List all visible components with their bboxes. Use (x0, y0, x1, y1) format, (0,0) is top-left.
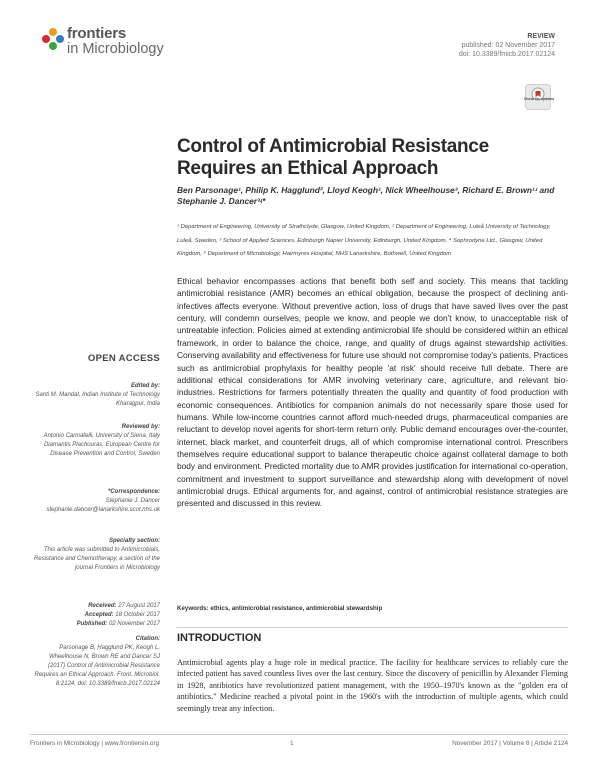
correspondence-value[interactable]: Stephanie J. Dancer stephanie.dancer@lanarkshire.scot.nhs.uk (46, 498, 160, 513)
author-list[interactable]: Ben Parsonage¹, Philip K. Hagglund², Lloyd Keogh¹, Nick Wheelhouse³, Richard E. Brown¹ʴ and Stephanie J. Dancer³ʵ* (177, 185, 555, 206)
citation-block (30, 635, 160, 689)
published-label: Published: (76, 621, 108, 627)
accepted-label: Accepted: (84, 612, 114, 618)
edited-by-label: Edited by: (130, 383, 160, 389)
correspondence-label: *Correspondence: (107, 489, 160, 495)
citation-label: Citation: (135, 636, 160, 642)
reviewed-by-block (30, 423, 160, 459)
page-number: 1 (290, 740, 294, 747)
frontiers-logo-icon (40, 28, 66, 54)
keywords (177, 604, 568, 613)
check-for-updates-label: Check for updates (523, 97, 555, 101)
specialty-value: This article was submitted to Antimicrobials, Resistance and Chemotherapy, a section of the journal Frontiers in Microbiology (34, 547, 160, 571)
received-value: 27 August 2017 (118, 603, 160, 609)
edited-by-value[interactable]: Santi M. Mandal, Indian Institute of Technology Kharagpur, India (35, 392, 160, 407)
accepted-value: 18 October 2017 (115, 612, 160, 618)
article-title: Control of Antimicrobial Resistance Requires an Ethical Approach (177, 136, 489, 179)
article-meta (459, 32, 555, 59)
published-value: 02 November 2017 (108, 621, 160, 627)
published-date: published: 02 November 2017 (461, 42, 555, 49)
introduction-text: Antimicrobial agents play a huge role in medical practice. The facility for healthcare services to reliably cure the infected patient has saved countless lives over the last century. Since the discovery of penicillin by Alexander Fleming in 1928, antibiotics have revolutionized patient management, with the 1950–1970's known as the "golden era of antibiotics." Medicine reached a pivotal point in the 1960's with the introduction of multiple agents, which could seemingly treat any infection. (177, 658, 568, 713)
brand-name: frontiers (67, 25, 127, 42)
keywords-value: ethics, antimicrobial resistance, antimicrobial stewardship (210, 605, 383, 612)
journal-name: in Microbiology (67, 41, 164, 57)
specialty-block (30, 537, 160, 573)
introduction-heading: INTRODUCTION (177, 632, 262, 644)
specialty-label: Specialty section: (108, 538, 160, 544)
citation-value: Parsonage B, Hagglund PK, Keogh L, Wheelhouse N, Brown RE and Dancer SJ (2017) Control of Antimicrobial Resistance Requires an Ethical Approach. Front. Microbiol. 8:2124. doi: 10.3389/fmicb.2017.02124 (34, 645, 160, 687)
footer-divider (30, 734, 568, 735)
doi-link[interactable]: doi: 10.3389/fmicb.2017.02124 (458, 51, 555, 58)
correspondence-block (30, 488, 160, 515)
open-access-label: OPEN ACCESS (87, 353, 160, 364)
section-divider (177, 627, 568, 628)
journal-logo[interactable] (40, 26, 190, 60)
reviewed-by-value[interactable]: Antonio Cannatelli, University of Siena, Italy Diamantis Plachouras, European Centre for Disease Prevention and Control, Sweden (43, 433, 160, 457)
abstract-text: Ethical behavior encompasses actions that benefit both self and society. This means that tackling antimicrobial resistance (AMR) becomes an ethical obligation, because the prospect of declining anti-infectives affects everyone. Without preventive action, loss of drugs that have saved lives over the past century, will condemn ourselves, people we know, and people we don't know, to unacceptable risk of untreatable infection. Policies aimed at extending antimicrobial life should be considered within an ethical framework, in order to balance the choice, range, and quality of drugs against stewardship activities. Conserving availability and effectiveness for future use should not compromise today's patients. Practices such as antimicrobial prophylaxis for healthy people 'at risk' should receive full debate. There are additional ethical considerations for AMR involving veterinary care, agriculture, and relevant bio-industries. Restrictions for farmers potentially threaten the quality and quantity of food production with economic consequences. Antibiotics for companion animals do not necessarily spare those used for humans. While low-income countries cannot afford much-needed drugs, pharmaceutical companies are reluctant to develop novel agents for short-term return only. Public demand encourages over-the-counter, internet, black market, and counterfeit drugs, all of which compromise international control. Prescribers themselves require educational support to balance therapeutic choice against collateral damage to both body and environment. Predicted mortality due to AMR provides justification for international co-operation, commitment and investment to support surveillance and stewardship along with development of novel antimicrobial drugs. Ethical arguments for, and against, control of antimicrobial resistance strategies are presented and discussed in this review. (177, 276, 568, 509)
affiliations: ¹ Department of Engineering, University of Strathclyde, Glasgow, United Kingdom, ² Department of Engineering, Luleå University of Technology, Luleå, Sweden, ³ School of Applied Sciences, Edinburgh Napier University, Edinburgh, United Kingdom, ⁴ Sophrodyne Ltd., Glasgow, United Kingdom, ⁵ Department of Microbiology, Hairmyres Hospital, NHS Lanarkshire, Bothwell, United Kingdom (177, 224, 551, 258)
footer-issue-info: November 2017 | Volume 8 | Article 2124 (452, 740, 568, 747)
dates-block (30, 602, 160, 629)
footer-journal-link[interactable]: Frontiers in Microbiology | www.frontiersin.org (30, 740, 160, 747)
reviewed-by-label: Reviewed by: (121, 424, 160, 430)
article-type: REVIEW (527, 33, 555, 40)
edited-by-block (30, 382, 160, 409)
received-label: Received: (88, 603, 117, 609)
keywords-label: Keywords: (177, 605, 209, 612)
